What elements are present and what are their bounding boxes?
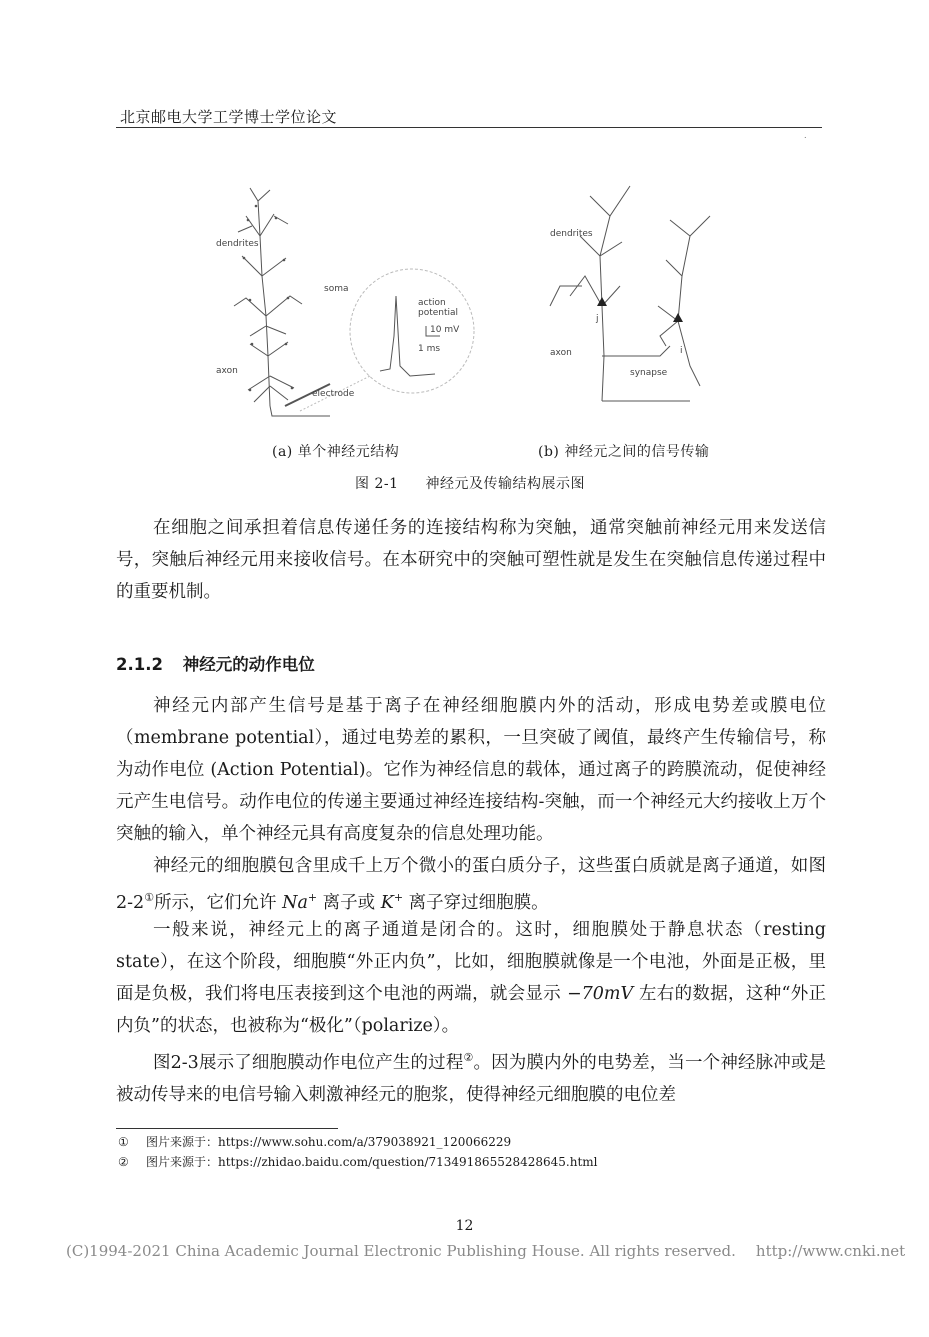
resting-voltage: −70mV bbox=[566, 984, 634, 1004]
paragraph-synapse: 在细胞之间承担着信息传递任务的连接结构称为突触，通常突触前神经元用来发送信号，突触后神经元用来接收信号。在本研究中的突触可塑性就是发生在突触信息传递过程中的重要机制。 bbox=[116, 518, 826, 602]
footnote-1 bbox=[118, 1133, 511, 1150]
footnote-rule bbox=[116, 1128, 338, 1129]
copyright-text: (C)1994-2021 China Academic Journal Electronic Publishing House. All rights reserved. bbox=[66, 1242, 736, 1260]
label-10mv: 10 mV bbox=[430, 325, 460, 335]
footnote-1-mark: ① bbox=[118, 1135, 129, 1149]
p5-text-b: 。因为膜内外的电势差，当一个神经脉冲或是被动传导来的电信号输入刺激神经元的胞浆，使得神经元细胞膜的电位差 bbox=[116, 1052, 826, 1105]
figure-number: 图 2-1 bbox=[355, 476, 399, 492]
header-dot: . bbox=[804, 131, 807, 140]
label-action-1: action bbox=[418, 298, 446, 308]
figure-caption bbox=[355, 473, 585, 493]
paragraph-resting-state bbox=[116, 914, 826, 1042]
p5-text-a: 图2-3展示了细胞膜动作电位产生的过程 bbox=[153, 1052, 464, 1073]
paragraph-ion-channels bbox=[116, 850, 826, 919]
p4-text-b: 左右的数据，这种“外正内负”的状态，也被称为“极化”（polarize）。 bbox=[116, 984, 826, 1036]
p3-text-c: 离子或 bbox=[317, 892, 381, 913]
footnote-2 bbox=[118, 1153, 598, 1170]
paragraph-figure-2-3 bbox=[116, 1042, 826, 1111]
sodium-symbol: Na bbox=[282, 892, 308, 913]
figure-caption-text: 神经元及传输结构展示图 bbox=[425, 476, 585, 492]
footnote-ref-2[interactable]: ② bbox=[463, 1051, 474, 1064]
label-electrode: electrode bbox=[312, 389, 355, 399]
potassium-charge: + bbox=[393, 891, 404, 904]
label-neuron-i: i bbox=[680, 346, 683, 356]
p3-text-d: 离子穿过细胞膜。 bbox=[403, 892, 549, 913]
footnote-2-mark: ② bbox=[118, 1155, 129, 1169]
p3-text-b: 所示，它们允许 bbox=[154, 892, 283, 913]
p4-text-a: 一般来说，神经元上的离子通道是闭合的。这时，细胞膜处于静息状态（resting state），在这个阶段，细胞膜“外正内负”，比如，细胞膜就像是一个电池，外面是正极，里面是负极，我们将电压表接到这个电池的两端，就会显示 bbox=[116, 920, 826, 1004]
page-number: 12 bbox=[455, 1218, 474, 1234]
label-1ms: 1 ms bbox=[418, 344, 441, 354]
label-axon-a: axon bbox=[216, 366, 238, 376]
section-title: 神经元的动作电位 bbox=[182, 655, 315, 674]
paragraph-action-potential: 神经元内部产生信号是基于离子在神经细胞膜内外的活动，形成电势差或膜电位（membrane potential），通过电势差的累积，一旦突破了阈值，最终产生传输信号，称为动作电位 (Action Potential)。它作为神经信息的载体，通过离子的跨膜流动，促使神经元产生电信号。动作电位的传递主要通过神经连接结构-突触，而一个神经元大约接收上万个突触的输入，单个神经元具有高度复杂的信息处理功能。 bbox=[116, 696, 826, 844]
single-neuron-drawing bbox=[234, 188, 330, 416]
section-number: 2.1.2 bbox=[116, 655, 163, 674]
label-soma: soma bbox=[324, 284, 349, 294]
p3-text-a: 神经元的细胞膜包含里成千上万个微小的蛋白质分子，这些蛋白质就是离子通道，如图2-2 bbox=[116, 856, 826, 913]
footnote-ref-1[interactable]: ① bbox=[144, 891, 155, 904]
label-neuron-j: j bbox=[596, 314, 599, 324]
label-dendrites-a: dendrites bbox=[216, 239, 259, 249]
label-axon-b: axon bbox=[550, 348, 572, 358]
subcaption-b: (b) 神经元之间的信号传输 bbox=[538, 444, 710, 460]
footnote-2-text: 图片来源于：https://zhidao.baidu.com/question/713491865528428645.html bbox=[146, 1155, 598, 1169]
label-action-2: potential bbox=[418, 308, 459, 318]
section-heading bbox=[116, 651, 315, 675]
neuron-i-soma bbox=[673, 313, 683, 322]
copyright-url[interactable]: http://www.cnki.net bbox=[755, 1242, 906, 1260]
figure-2-1 bbox=[190, 176, 750, 426]
footnote-1-text: 图片来源于：https://www.sohu.com/a/379038921_120066229 bbox=[146, 1135, 512, 1149]
neuron-illustration bbox=[190, 176, 750, 426]
potassium-symbol: K bbox=[380, 892, 394, 913]
header-rule bbox=[116, 127, 822, 128]
label-dendrites-b: dendrites bbox=[550, 229, 593, 239]
running-header: 北京邮电大学工学博士学位论文 bbox=[120, 108, 338, 126]
label-synapse: synapse bbox=[630, 368, 668, 378]
copyright-notice bbox=[66, 1242, 905, 1260]
sodium-charge: + bbox=[307, 891, 318, 904]
subcaption-a: (a) 单个神经元结构 bbox=[272, 444, 400, 460]
